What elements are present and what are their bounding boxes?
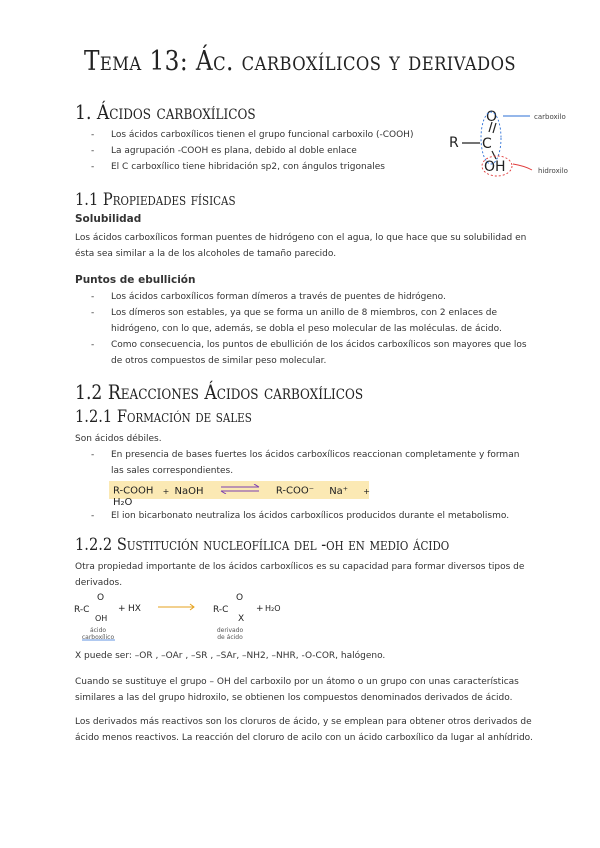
o-atom: O [486, 109, 498, 125]
ebullicion-bullet-list [75, 289, 530, 369]
substitution-scheme [72, 590, 302, 642]
bicarbonato-bullet-list [75, 508, 535, 524]
list-item: - Los ácidos carboxílicos forman dímeros a través de puentes de hidrógeno. [75, 289, 530, 305]
heading-formacion-sales: 1.2.1 Formación de sales [75, 407, 252, 427]
sustitucion-paragraph: Cuando se sustituye el grupo – OH del carboxilo por un átomo o un grupo con unas características similares a las del grupo hidroxilo, se obtienen los compuestos denominados derivados de ácido. [75, 677, 519, 703]
heading-reacciones: 1.2 Reacciones Ácidos carboxílicos [75, 380, 364, 404]
list-item: - La agrupación -COOH es plana, debido al doble enlace [75, 143, 455, 159]
label-hidroxilo: hidroxilo [538, 167, 568, 175]
page-title: Tema 13: Ác. carboxílicos y derivados [83, 46, 517, 77]
scheme-product-rc: R-C [213, 605, 229, 615]
paragraph-line: Los ácidos carboxílicos forman puentes de hidrógeno con el agua, lo que hace que su solubilidad en [75, 233, 527, 243]
label-de-acido: de ácido [217, 634, 243, 641]
reactant-acid: R-COOH [113, 485, 154, 497]
list-item: - El ion bicarbonato neutraliza los ácidos carboxílicos producidos durante el metabolismo. [75, 508, 535, 524]
paragraph-line: ésta sea similar a la de los alcoholes de tamaño parecido. [75, 249, 337, 259]
cloruros-paragraph: Los derivados más reactivos son los cloruros de ácido, y se emplean para obtener otros derivados de ácido menos reactivos. La reacción del cloruro de acilo con un ácido carboxílico da lugar al anhídrido. [75, 717, 533, 743]
plus-sign: + [256, 604, 264, 614]
scheme-product-o: O [236, 593, 244, 603]
list-item: - El C carboxílico tiene hibridación sp2, con ángulos trigonales [75, 159, 455, 175]
list-item: - En presencia de bases fuertes los ácidos carboxílicos reaccionan completamente y forman las sales correspondientes. [75, 447, 525, 479]
product-carboxylate: R-COO⁻ [275, 485, 315, 497]
list-item: - Los dímeros son estables, ya que se forma un anillo de 8 miembros, con 2 enlaces de hidrógeno, con lo que, además, se dobla el peso molecular de las moléculas. de ácido. [75, 305, 530, 337]
derivados-paragraph: Otra propiedad importante de los ácidos carboxílicos es su capacidad para formar diversos tipos de derivados. [75, 562, 525, 588]
product-water: H₂O [113, 497, 133, 508]
plus-sign: + [162, 486, 170, 496]
list-item: - Como consecuencia, los puntos de ebullición de los ácidos carboxílicos son mayores que los de otros compuestos de similar peso molecular. [75, 337, 530, 369]
carboxyl-group-diagram [440, 100, 600, 190]
plus-sign: + [118, 604, 126, 614]
acidos-debiles-text: Son ácidos débiles. [75, 434, 162, 444]
scheme-hx: HX [128, 604, 141, 614]
subheading-puntos-ebullicion: Puntos de ebullición [75, 274, 196, 286]
s1-bullet-list [75, 127, 455, 175]
scheme-water: H₂O [265, 604, 281, 613]
scheme-reactant-o: O [97, 593, 105, 603]
sales-bullet-list [75, 447, 525, 479]
oh-group: OH [484, 159, 506, 175]
scheme-reactant-oh: OH [95, 614, 108, 623]
equilibrium-arrow-icon [219, 484, 261, 497]
scheme-reactant-rc: R-C [74, 605, 90, 615]
salt-formation-equation [113, 484, 373, 508]
list-item: - Los ácidos carboxílicos tienen el grupo funcional carboxilo (-COOH) [75, 127, 455, 143]
product-sodium: Na⁺ [329, 485, 349, 497]
scheme-product-x: X [238, 614, 245, 624]
heading-acidos-carboxilicos: 1. Ácidos carboxílicos [75, 100, 256, 124]
plus-sign: + [363, 486, 370, 496]
label-carboxilo: carboxilo [534, 113, 566, 121]
c-atom: C [482, 136, 492, 152]
label-derivado: derivado [216, 627, 244, 634]
x-groups-text: X puede ser: –OR , –OAr , –SR , –SAr, –NH2, –NHR, -O-COR, halógeno. [75, 651, 386, 661]
heading-propiedades-fisicas: 1.1 Propiedades físicas [75, 190, 236, 210]
label-acido: ácido [89, 627, 107, 634]
solubilidad-paragraph [75, 230, 535, 262]
label-carboxilico: carboxílico [81, 634, 115, 641]
subheading-solubilidad: Solubilidad [75, 213, 142, 225]
r-atom: R [449, 135, 459, 151]
reactant-base: NaOH [174, 485, 204, 497]
heading-sustitucion-nucleofilica: 1.2.2 Sustitución nucleofílica del -oh en medio ácido [75, 535, 450, 555]
